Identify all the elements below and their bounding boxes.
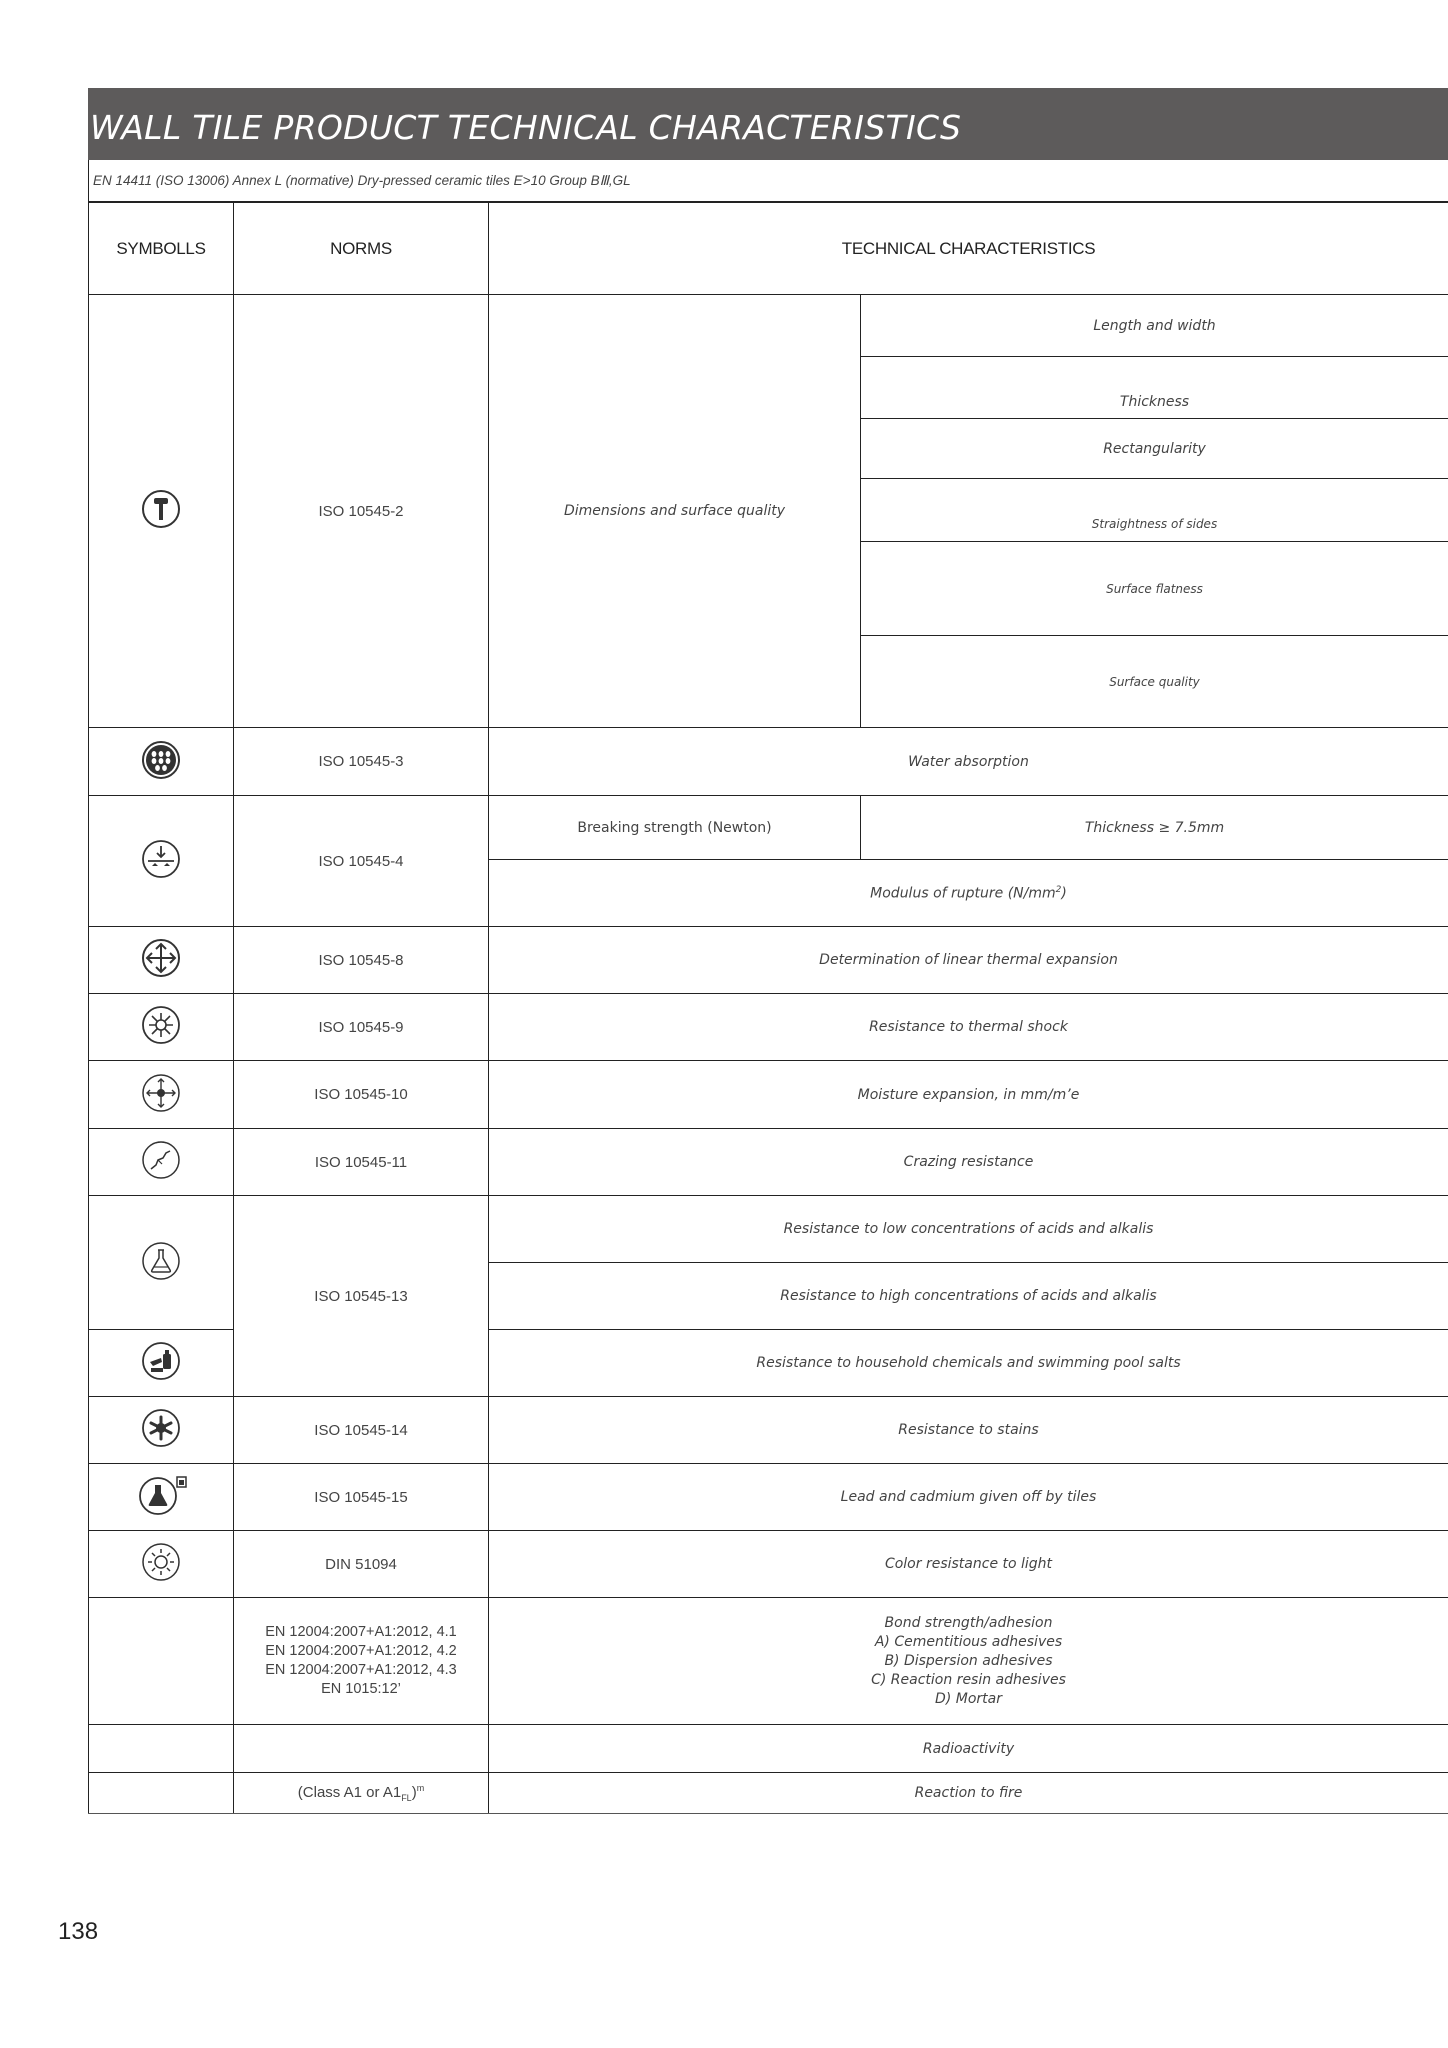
bond-strength-cell	[489, 1598, 1448, 1725]
norm-cell: ISO 10545-9	[234, 994, 489, 1061]
table-row	[89, 728, 1448, 796]
table-row	[89, 1598, 1448, 1725]
characteristic-item: Straightness of sides	[861, 479, 1448, 542]
symbol-cell	[89, 1598, 234, 1725]
table-row	[89, 1464, 1448, 1531]
table-row	[89, 1531, 1448, 1598]
moisture-expansion-icon	[141, 1073, 181, 1113]
symbol-cell	[89, 728, 234, 796]
symbol-cell	[89, 295, 234, 728]
measuring-instrument-icon	[141, 489, 181, 529]
bond-line: D) Mortar	[935, 1690, 1002, 1707]
water-drops-icon	[141, 740, 181, 780]
title-bar	[88, 88, 1448, 160]
characteristic-text: Water absorption	[489, 728, 1448, 796]
table-row	[89, 1129, 1448, 1196]
breaking-strength-label: Breaking strength (Newton)	[489, 796, 861, 860]
norm-line: EN 12004:2007+A1:2012, 4.3	[265, 1662, 457, 1678]
norm-cell: ISO 10545-10	[234, 1061, 489, 1129]
header-row	[89, 203, 1448, 295]
norm-cell	[234, 1598, 489, 1725]
table-row	[89, 994, 1448, 1061]
characteristic-text: Resistance to high concentrations of acids and alkalis	[489, 1263, 1448, 1330]
table-row	[89, 295, 1448, 357]
symbol-cell	[89, 1129, 234, 1196]
characteristic-text: Resistance to thermal shock	[489, 994, 1448, 1061]
symbol-cell	[89, 1464, 234, 1531]
thickness-condition: Thickness ≥ 7.5mm	[861, 796, 1448, 860]
norm-cell: ISO 10545-3	[234, 728, 489, 796]
symbol-cell	[89, 1397, 234, 1464]
bond-line: C) Reaction resin adhesives	[871, 1671, 1066, 1688]
characteristic-text: Color resistance to light	[489, 1531, 1448, 1598]
table-row	[89, 1061, 1448, 1129]
norm-line: EN 1015:12’	[321, 1681, 401, 1697]
norm-cell: ISO 10545-11	[234, 1129, 489, 1196]
characteristic-item: Thickness	[861, 357, 1448, 419]
norm-cell: ISO 10545-4	[234, 796, 489, 927]
column-header-characteristics: TECHNICAL CHARACTERISTICS	[489, 203, 1448, 295]
symbol-cell	[89, 994, 234, 1061]
page-number: 138	[58, 1918, 99, 1945]
norm-cell	[234, 1725, 489, 1773]
norm-cell: ISO 10545-15	[234, 1464, 489, 1531]
characteristic-item: Surface quality	[861, 636, 1448, 728]
sun-icon	[141, 1542, 181, 1582]
norm-cell: ISO 10545-8	[234, 927, 489, 994]
norm-cell: DIN 51094	[234, 1531, 489, 1598]
lead-cadmium-icon	[138, 1474, 192, 1516]
table-row	[89, 927, 1448, 994]
characteristic-text: Resistance to stains	[489, 1397, 1448, 1464]
norm-line: EN 12004:2007+A1:2012, 4.1	[265, 1624, 457, 1640]
characteristic-text: Radioactivity	[489, 1725, 1448, 1773]
stain-icon	[141, 1408, 181, 1448]
bond-line: A) Cementitious adhesives	[874, 1633, 1063, 1650]
characteristic-text: Resistance to low concentrations of acids and alkalis	[489, 1196, 1448, 1263]
symbol-cell	[89, 1061, 234, 1129]
symbol-cell	[89, 1531, 234, 1598]
characteristic-item: Rectangularity	[861, 419, 1448, 479]
symbol-cell	[89, 796, 234, 927]
symbol-cell	[89, 1725, 234, 1773]
page-title: WALL TILE PRODUCT TECHNICAL CHARACTERISTICS	[90, 108, 962, 147]
characteristic-text: Determination of linear thermal expansion	[489, 927, 1448, 994]
symbol-cell	[89, 1330, 234, 1397]
flask-icon	[141, 1241, 181, 1281]
column-header-symbols: SYMBOLLS	[89, 203, 234, 295]
characteristic-text: Resistance to household chemicals and swimming pool salts	[489, 1330, 1448, 1397]
symbol-cell	[89, 1773, 234, 1814]
norm-cell: ISO 10545-2	[234, 295, 489, 728]
norm-cell: ISO 10545-13	[234, 1196, 489, 1397]
modulus-of-rupture: Modulus of rupture $(N/mm^2)$	[489, 860, 1448, 927]
characteristic-text: Lead and cadmium given off by tiles	[489, 1464, 1448, 1531]
crazing-icon	[141, 1140, 181, 1180]
norm-cell: (Class A1 or $A1_{FL})^m$	[234, 1773, 489, 1814]
characteristic-text: Reaction to fire	[489, 1773, 1448, 1814]
bond-line: Bond strength/adhesion	[884, 1614, 1053, 1631]
table-row	[89, 1196, 1448, 1263]
standard-subtitle: EN 14411 (ISO 13006) Annex L (normative) Dry-pressed ceramic tiles E>10 Group BⅢ,GL	[88, 160, 1448, 202]
thermal-shock-icon	[141, 1005, 181, 1045]
table-row	[89, 796, 1448, 860]
norm-cell: ISO 10545-14	[234, 1397, 489, 1464]
characteristic-text: Moisture expansion, in mm/m’e	[489, 1061, 1448, 1129]
table-row	[89, 1773, 1448, 1814]
characteristic-item: Surface flatness	[861, 542, 1448, 636]
household-chemicals-icon	[141, 1341, 181, 1381]
characteristic-text: Crazing resistance	[489, 1129, 1448, 1196]
symbol-cell	[89, 927, 234, 994]
technical-characteristics-table	[88, 202, 1448, 1814]
breaking-load-icon	[141, 839, 181, 879]
norm-line: EN 12004:2007+A1:2012, 4.2	[265, 1643, 457, 1659]
column-header-norms: NORMS	[234, 203, 489, 295]
bond-line: B) Dispersion adhesives	[884, 1652, 1053, 1669]
characteristic-item: Length and width	[861, 295, 1448, 357]
expansion-arrows-icon	[141, 938, 181, 978]
table-row	[89, 1397, 1448, 1464]
characteristic-group: Dimensions and surface quality	[489, 295, 861, 728]
table-row	[89, 1725, 1448, 1773]
symbol-cell	[89, 1196, 234, 1330]
